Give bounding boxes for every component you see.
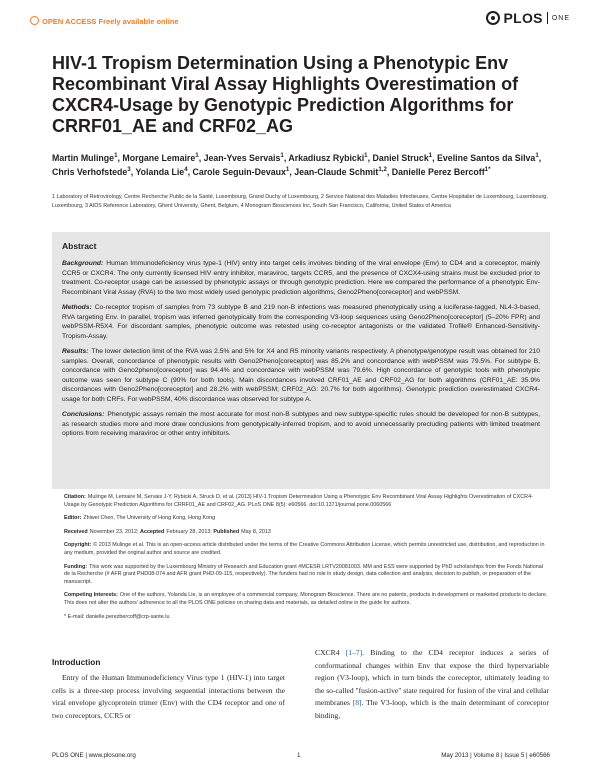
footer-page-number: 1 <box>297 752 301 759</box>
citation: Citation: Mulinge M, Lemaire M, Servais J-Y, Rybicki A, Struck D, et al. (2013) HIV-1 Tropism Determination Using a Phenotypic Env Recombinant Viral Assay Highlights Overestimation of CXCR4-Usage by Genotypic Prediction Algorithms for CRRF01_AE and CRF02_AG. PLoS ONE 8(5): e60566. doi:10.1371/journal.pone.0060566 <box>64 494 533 508</box>
author: Martin Mulinge$^1$, <box>52 152 123 163</box>
author: Daniel Struck$^1$, <box>372 152 438 163</box>
author: Eveline Santos da Silva$^1$, <box>437 152 542 163</box>
plos-logo-icon <box>486 11 500 25</box>
intro-column-right: CXCR4 [1–7]. Binding to the CD4 receptor induces a series of conformational changes within Env that expose the third hypervariable region (V3-loop), which in turn binds the coreceptor, ultimately leading to the so-called "fusion-active" state required for fusion of the viral and cellular membranes [8]. The V3-loop, which is the main determinant of coreceptor binding, <box>315 648 549 720</box>
author: Yolanda Lie$^4$, <box>135 166 193 177</box>
abstract-results: Results: The lower detection limit of the RVA was 2.5% and 5% for X4 and R5 minority variants respectively. A phenotype/genotype result was obtained for 210 samples. Overall, concordance of phenotypic results with Geno2Pheno[coreceptor] was 85.2% and concordance with webPSSM was 79.5%. For subtype B, concordance with Geno2pheno[coreceptor] was 94.4% and concordance with webPSSM was 79.6%. High concordance of genotypic tools with phenotypic outcome was seen for subtype C (90% for both tools). Main discordances involved CRF01_AE and CRF02_AG for both algorithms (CRF01_AE: 35.9% discordances with Geno2Pheno[coreceptor] and 28.2% with webPSSM; CRF02_AG: 20.7% for both algorithms). Genotypic prediction overestimated CXCR4-usage for both CRFs. For webPSSM, 40% discordance was observed for subtype A. <box>62 348 540 403</box>
author: Arkadiusz Rybicki$^1$, <box>288 152 373 163</box>
competing-interests: Competing Interests: One of the authors, Yolanda Lie, is an employee of a commercial company, Monogram Bioscience. There are no patents, products in development or marketed products to declare. This does not alter the authors' adherence to all the PLOS ONE policies on sharing data and materials, as detailed online in the guide for authors. <box>64 592 548 606</box>
journal-brand-suffix: ONE <box>551 14 570 22</box>
reference-link[interactable]: [1–7] <box>345 648 363 657</box>
intro-column-left: Entry of the Human Immunodeficiency Virus type 1 (HIV-1) into target cells is a three-step process involving sequential interactions between the viral envelope glycoprotein trimer (Env) with the CD4 receptor and one of two coreceptors, CCR5 or <box>52 673 285 720</box>
author: Jean-Yves Servais$^1$, <box>203 152 289 163</box>
introduction-heading: Introduction <box>52 657 101 667</box>
footer-journal: PLOS ONE | www.plosone.org <box>52 752 136 759</box>
email: * E-mail: danielle.perezbercoff@crp-sante.lu <box>64 613 170 620</box>
footer-issue: May 2013 | Volume 8 | Issue 5 | e60566 <box>441 752 550 759</box>
author: Carole Seguin-Devaux$^1$, <box>192 166 295 177</box>
reference-link[interactable]: [8] <box>352 698 362 707</box>
article-title: HIV-1 Tropism Determination Using a Phenotypic Env Recombinant Viral Assay Highlights Overestimation of CXCR4-Usage by Genotypic Prediction Algorithms for CRRF01_AE and CRF02_AG <box>52 53 519 136</box>
journal-brand: PLOS <box>503 10 543 26</box>
open-access-label <box>30 16 179 26</box>
abstract-background: Background: Human Immunodeficiency virus type-1 (HIV) entry into target cells involves binding of the viral envelope (Env) to CD4 and a coreceptor, mainly CCR5 or CXCR4. The only currently licensed HIV entry inhibitor, maraviroc, targets CCR5, and the presence of CXCX4-using strains must be excluded prior to treatment. Co-receptor usage can be assessed by phenotypic assays or through genotypic prediction. Here we compared the performance of a phenotypic Env-Recombinant Viral Assay (RVA) to the two most widely used genotypic prediction algorithms, Geno2Pheno[coreceptor] and webPSSM. <box>62 260 540 296</box>
editor: Editor: Zhiwei Chen, The University of Hong Kong, Hong Kong <box>64 515 216 522</box>
abstract-heading: Abstract <box>62 241 97 251</box>
journal-logo <box>486 10 571 26</box>
open-access-icon <box>30 16 39 25</box>
author: Jean-Claude Schmit$^{1,2}$, <box>294 166 392 177</box>
logo-divider <box>547 12 548 24</box>
abstract-box <box>52 232 550 489</box>
article-metadata <box>64 494 548 627</box>
author: Danielle Perez Bercoff$^{1*}$ <box>391 166 491 177</box>
funding: Funding: This work was supported by the Luxembourg Ministry of Research and Education grant #MCESR LRTV20081003. MM and ESS were supported by PhD scholarships from the Fonds National de la Recherche (# AFR grant PHD08-074 and AFR grant PHD-09-115, respectively). The funders had no role in study design, data collection and analysis, decision to publish, or preparation of the manuscript. <box>64 563 543 585</box>
copyright: Copyright: © 2013 Mulinge et al. This is an open-access article distributed under the terms of the Creative Commons Attribution License, which permits unrestricted use, distribution, and reproduction in any medium, provided the original author and source are credited. <box>64 542 545 556</box>
author: Chris Verhofstede$^3$, <box>52 166 136 177</box>
affiliations: 1 Laboratory of Retrovirology, Centre Recherche Public de la Santé, Luxembourg, Grand Duchy of Luxembourg, 2 Service National des Maladies Infectieuses, Centre Hospitalier de Luxembourg, Luxembourg, Luxembourg, 3 AIDS Reference Laboratory, Ghent University, Ghent, Belgium, 4 Monogram Biosciences Inc, South San Francisco, California, United States of America <box>52 194 548 209</box>
open-access-text: OPEN ACCESS Freely available online <box>42 17 179 26</box>
author-list <box>52 151 552 179</box>
abstract-methods: Methods: Co-receptor tropism of samples from 73 subtype B and 219 non-B infections was measured phenotypically using a luciferase-tagged, NL4-3-based, RVA targeting Env. In parallel, tropism was inferred genotypically from the corresponding V3-loop sequences using Geno2Pheno[coreceptor] (5–20% FPR) and webPSSM-R5X4. For discordant samples, phenotypic outcome was retested using co-receptor antagonists or the validated Trofile® Enhanced-Sensitivity-Tropism-Assay. <box>62 304 540 340</box>
dates: Received November 23, 2012; Accepted February 28, 2013; Published May 8, 2013 <box>64 528 271 535</box>
abstract-conclusions: Conclusions: Phenotypic assays remain the most accurate for most non-B subtypes and new subtype-specific rules should be developed for non-B subtypes, as research studies more and more draw conclusions from genotypically-inferred tropism, and to avoid unnecessarily precluding patients with limited treatment options from receiving maraviroc or other entry inhibitors. <box>62 411 540 437</box>
page-footer <box>52 752 550 762</box>
author: Morgane Lemaire$^1$, <box>122 152 204 163</box>
